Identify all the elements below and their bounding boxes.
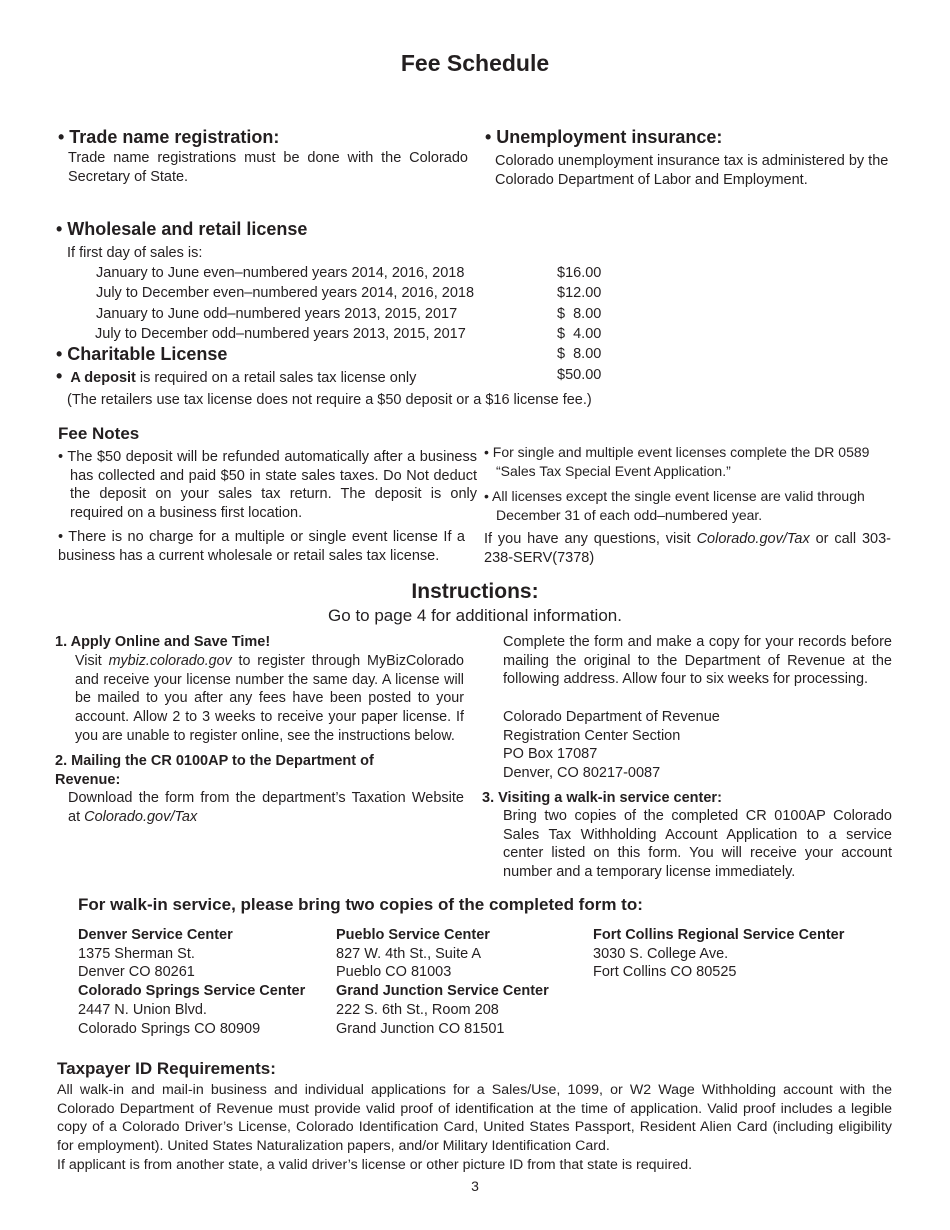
wholesale-heading: • Wholesale and retail license (56, 219, 308, 239)
step-2-title: 2. Mailing the CR 0100AP to the Department of Revenue: (55, 753, 374, 788)
step-2-continued: Complete the form and make a copy for your records before mailing the original to the Department of Revenue at the following address. Allow four to six weeks for processing. (503, 634, 892, 688)
fee-row-label: July to December even–numbered years 2014, 2016, 2018 (96, 285, 475, 301)
questions-post: or call 303-238-SERV(7378) (484, 531, 891, 566)
instructions-subheading: Go to page 4 for additional information. (328, 606, 622, 625)
fee-row (96, 285, 474, 301)
fee-note-left-1: • The $50 deposit will be refunded automatically after a business has collected and paid $50 in state sales taxes. Do Not deduct the deposit on your sales tax return. The deposit is only required on a business first location. (58, 449, 477, 522)
step-1-number: 1 (55, 634, 64, 650)
page-title: Fee Schedule (400, 50, 550, 76)
unemployment-body: Colorado unemployment insurance tax is administered by the Colorado Department of Labor and Employment. (495, 153, 889, 188)
taxpayer-id-body: All walk-in and mail-in business and individual applications for a Sales/Use, 1099, or W2 Wage Withholding account with the Colorado Department of Revenue must provide valid proof of identification at the time of application. Valid proof includes a legible copy of a Colorado Driver’s License, Colorado Identification Card, United States Passport, Resident Alien Card (including eligibility for employment). United States Naturalization papers, and/or Military Identification Card. (57, 1082, 892, 1155)
charitable-license-label: • Charitable License (56, 344, 228, 364)
step-1-body (75, 652, 464, 746)
fee-row-label: January to June odd–numbered years 2013, 2015, 2017 (96, 306, 458, 322)
fee-row-amount: $ 4.00 (557, 326, 602, 342)
unemployment-heading: • Unemployment insurance: (485, 127, 723, 147)
office-pueblo (336, 926, 549, 1038)
office-city: Grand Junction CO 81501 (336, 1020, 505, 1037)
address-line: PO Box 17087 (503, 746, 598, 763)
instructions-heading: Instructions: (411, 580, 539, 603)
step-3-title: 3. Visiting a walk-in service center: (482, 790, 722, 806)
deposit-bold: A deposit (70, 370, 136, 386)
questions-pre: If you have any questions, visit (484, 531, 697, 547)
step-1-pre: Visit (75, 653, 109, 669)
office-name: Pueblo Service Center (336, 927, 490, 943)
fee-notes-heading: Fee Notes (58, 424, 140, 443)
office-address: 1375 Sherman St. (78, 945, 195, 962)
step-1-post: to register through MyBizColorado and receive your license number the same day. A license will be mailed to you after any fees have been posted to your account. Allow 2 to 3 weeks to receive your paper license. If you are unable to register online, see the instructions below. (75, 653, 464, 744)
step-3-body: Bring two copies of the completed CR 0100AP Colorado Sales Tax Withholding Account Application to a service center listed on this form. You will receive your account number and a temporary license immediately. (503, 808, 892, 881)
deposit-rest: is required on a retail sales tax license only (135, 370, 417, 386)
office-address: 827 W. 4th St., Suite A (336, 945, 482, 962)
address-line: Denver, CO 80217-0087 (503, 765, 661, 782)
fee-note-right-2: • All licenses except the single event license are valid through December 31 of each odd–numbered year. (484, 488, 865, 523)
colorado-gov-tax-link[interactable]: Colorado.gov/Tax (696, 531, 810, 547)
trade-name-body: Trade name registrations must be done with the Colorado Secretary of State. (68, 150, 468, 185)
office-city: Denver CO 80261 (78, 964, 195, 981)
office-fort-collins (593, 926, 844, 982)
address-line: Registration Center Section (503, 727, 681, 744)
mybiz-link[interactable]: mybiz.colorado.gov (108, 653, 232, 669)
retailers-use-note: (The retailers use tax license does not require a $50 deposit or a $16 license fee.) (67, 392, 592, 408)
fee-note-left-2: • There is no charge for a multiple or single event license If a business has a current wholesale or retail sales tax license. (58, 529, 465, 564)
taxpayer-id-heading: Taxpayer ID Requirements: (57, 1059, 276, 1078)
page-number: 3 (471, 1178, 479, 1194)
office-name: Grand Junction Service Center (336, 983, 549, 1000)
deposit-row (56, 366, 416, 387)
office-city: Pueblo CO 81003 (336, 964, 452, 981)
deposit-amount: $50.00 (557, 367, 602, 383)
step-2-body (68, 789, 464, 826)
office-address: 3030 S. College Ave. (593, 945, 729, 962)
fee-row (96, 265, 464, 281)
fee-row-label: July to December odd–numbered years 2013, 2015, 2017 (95, 326, 466, 342)
office-address: 2447 N. Union Blvd. (78, 1001, 207, 1018)
step-2-link[interactable]: Colorado.gov/Tax (84, 808, 198, 825)
fee-row (95, 326, 466, 342)
trade-name-section (58, 127, 468, 186)
unemployment-section (485, 127, 895, 189)
step-1-title (55, 634, 270, 650)
office-city: Fort Collins CO 80525 (593, 964, 737, 981)
fee-note-right-3 (484, 530, 891, 567)
office-city: Colorado Springs CO 80909 (78, 1020, 261, 1037)
step-2-pre: Download the form from the department’s Taxation Website at (68, 790, 464, 825)
deposit-bullet: • (56, 366, 63, 386)
fee-row-amount: $16.00 (557, 265, 602, 281)
office-name: Fort Collins Regional Service Center (593, 927, 845, 943)
taxpayer-id-body-2: If applicant is from another state, a valid driver’s license or other picture ID from that state is required. (57, 1157, 693, 1173)
wholesale-intro: If first day of sales is: (67, 245, 203, 261)
fee-row-amount: $ 8.00 (557, 306, 602, 322)
trade-name-heading: • Trade name registration: (58, 127, 280, 147)
fee-row (96, 306, 457, 322)
step-1-title-text: . Apply Online and Save Time! (63, 634, 271, 650)
mailing-address (503, 708, 720, 783)
walk-in-heading: For walk-in service, please bring two copies of the completed form to: (78, 895, 643, 914)
office-name: Denver Service Center (78, 927, 233, 943)
fee-note-right-1: • For single and multiple event licenses complete the DR 0589 “Sales Tax Special Event Application.” (484, 444, 870, 479)
charitable-license-amount: $ 8.00 (557, 346, 602, 362)
office-address: 222 S. 6th St., Room 208 (336, 1001, 499, 1018)
office-denver (78, 926, 305, 1038)
address-line: Colorado Department of Revenue (503, 709, 720, 725)
fee-row-amount: $12.00 (557, 285, 602, 301)
fee-row-label: January to June even–numbered years 2014, 2016, 2018 (96, 265, 465, 281)
office-name: Colorado Springs Service Center (78, 983, 306, 1000)
